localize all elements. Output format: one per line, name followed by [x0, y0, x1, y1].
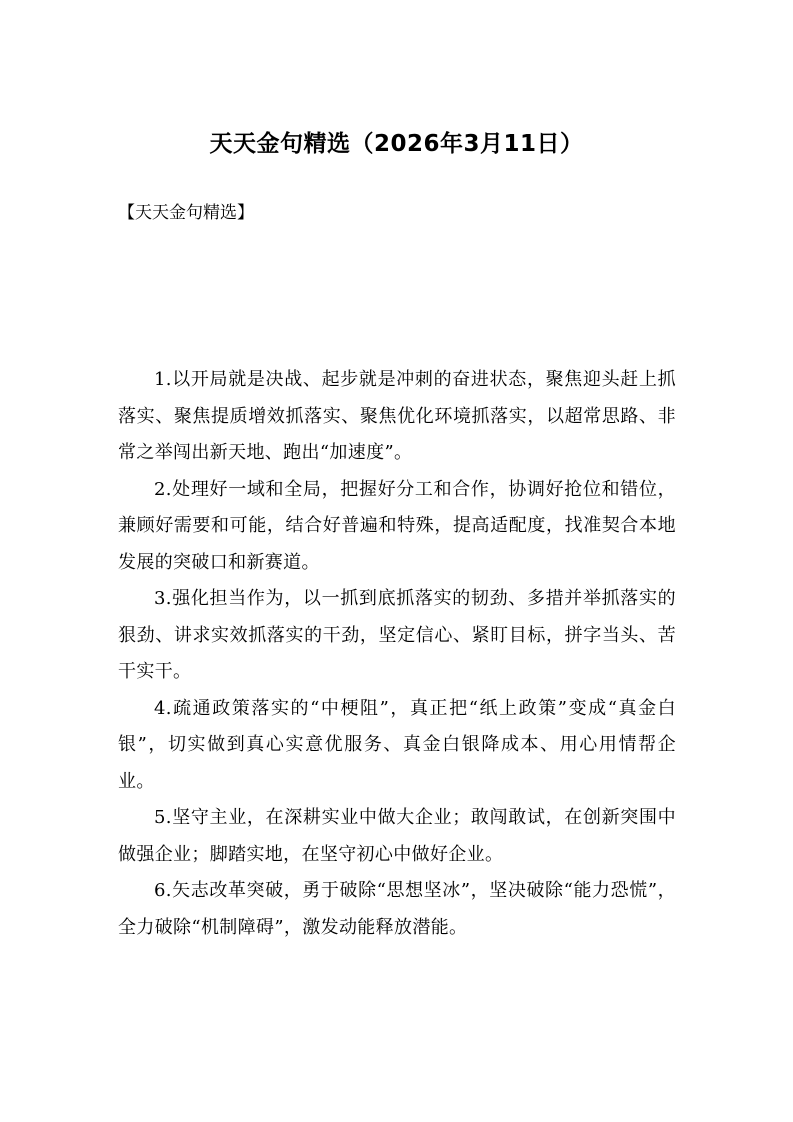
quote-paragraph-2: 2.处理好一域和全局，把握好分工和合作，协调好抢位和错位，兼顾好需要和可能，结合好普遍和特殊，提高适配度，找准契合本地发展的突破口和新赛道。: [118, 478, 676, 573]
quote-paragraph-3: 3.强化担当作为，以一抓到底抓落实的韧劲、多措并举抓落实的狠劲、讲求实效抓落实的干劲，坚定信心、紧盯目标，拼字当头、苦干实干。: [118, 588, 676, 682]
quote-paragraph-4: 4.疏通政策落实的“中梗阻”，真正把“纸上政策”变成“真金白银”，切实做到真心实意优服务、真金白银降成本、用心用情帮企业。: [118, 697, 676, 792]
quote-paragraph-5: 5.坚守主业，在深耕实业中做大企业；敢闯敢试，在创新突围中做强企业；脚踏实地，在坚守初心中做好企业。: [118, 807, 676, 865]
quote-paragraph-1: 1.以开局就是决战、起步就是冲刺的奋进状态，聚焦迎头赶上抓落实、聚焦提质增效抓落实、聚焦优化环境抓落实，以超常思路、非常之举闯出新天地、跑出“加速度”。: [118, 369, 676, 463]
document-body: [118, 362, 676, 946]
quote-paragraph-6: 6.矢志改革突破，勇于破除“思想坚冰”，坚决破除“能力恐慌”，全力破除“机制障碍”，激发动能释放潜能。: [118, 880, 676, 938]
document-title: 天天金句精选（2026年3月11日）: [209, 131, 584, 157]
section-label: 【天天金句精选】: [118, 203, 254, 223]
